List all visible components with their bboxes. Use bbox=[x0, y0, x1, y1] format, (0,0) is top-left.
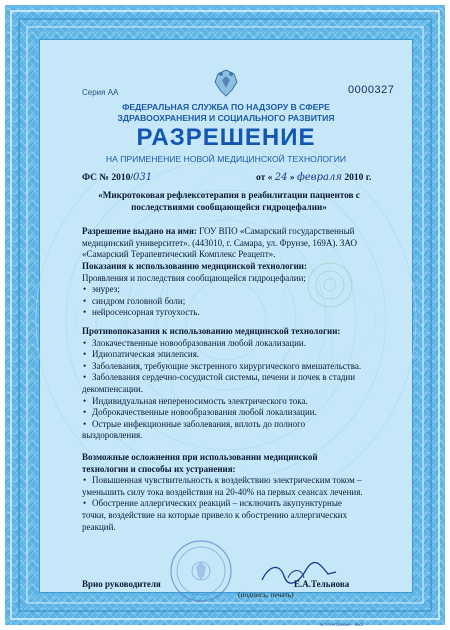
indications-section bbox=[82, 261, 382, 319]
complication-item-cont: уменьшить силу тока воздействия на 20-40% на первых сеансах лечения. bbox=[82, 486, 363, 497]
technology-name-line-2: последствиями сообщающейся гидроцефалии» bbox=[131, 201, 327, 212]
signatory-title: Врио руководителя bbox=[82, 579, 161, 589]
series-label: Серия АА bbox=[82, 88, 119, 97]
contraindication-item: • Индивидуальная непереносимость электрического тока. bbox=[82, 396, 382, 408]
contraindications-heading: Противопоказания к использованию медицинской технологии: bbox=[82, 326, 341, 336]
contraindication-item: • Заболевания, требующие экстренного хирургического вмешательства. bbox=[82, 361, 382, 373]
permit-number bbox=[82, 172, 152, 183]
official-seal bbox=[168, 538, 234, 604]
date-year: 2010 г. bbox=[344, 173, 372, 183]
document-subtitle: НА ПРИМЕНЕНИЕ НОВОЙ МЕДИЦИНСКОЙ ТЕХНОЛОГИИ bbox=[105, 154, 347, 164]
issued-label: Разрешение выдано на имя: bbox=[82, 226, 197, 236]
permit-body bbox=[39, 39, 413, 627]
signatory-name: Е.А.Тельнова bbox=[294, 579, 350, 589]
date-mid: » bbox=[289, 173, 295, 183]
issued-to bbox=[82, 226, 382, 261]
permit-document bbox=[5, 5, 445, 625]
document-number: 0000327 bbox=[348, 84, 395, 96]
date-prefix: от « bbox=[256, 173, 273, 183]
indication-item: • синдром головной боли; bbox=[82, 296, 382, 308]
contraindication-item: • Идиопатическая эпилепсия. bbox=[82, 349, 382, 361]
permit-date bbox=[256, 172, 371, 183]
complication-item: • Обострение аллергических реакций – исключить акупунктурные bbox=[82, 498, 382, 510]
indications-intro: Проявления и последствия сообщающейся гидроцефалии; bbox=[82, 272, 306, 283]
permit-number-handwritten: 031 bbox=[132, 172, 153, 183]
complication-item-cont: точки, воздействие на которые привело к обострению аллергических bbox=[82, 509, 348, 520]
indication-item: • энурез; bbox=[82, 284, 382, 296]
contraindication-item-cont: выздоровления. bbox=[82, 430, 143, 441]
complications-heading-1: Возможные осложнения при использовании медицинской bbox=[82, 452, 318, 462]
complications-heading-2: технологии и способы их устранения: bbox=[82, 463, 236, 474]
print-info: ФГУП «ГОЗНАК» · 2007 bbox=[320, 622, 364, 627]
contraindications-section bbox=[82, 326, 382, 442]
date-month: февраля bbox=[297, 172, 342, 183]
agency-line-2: ЗДРАВООХРАНЕНИЯ И СОЦИАЛЬНОГО РАЗВИТИЯ bbox=[117, 113, 335, 123]
contraindication-item-cont: декомпенсации. bbox=[82, 383, 143, 394]
signature-caption: (подпись, печать) bbox=[238, 590, 294, 599]
contraindication-item: • Доброкачественные новообразования любой локализации. bbox=[82, 407, 382, 419]
contraindication-item: • Заболевания сердечно-сосудистой системы, печени и почек в стадии bbox=[82, 372, 382, 384]
permit-number-prefix: ФС № 2010/ bbox=[82, 173, 133, 183]
contraindication-item: • Злокачественные новообразования любой локализации. bbox=[82, 338, 382, 350]
indications-heading: Показания к использованию медицинской технологии: bbox=[82, 261, 307, 271]
contraindication-item: • Острые инфекционные заболевания, вплоть до полного bbox=[82, 419, 382, 431]
complication-item-cont: реакций. bbox=[82, 521, 116, 532]
technology-name-line-1: «Микротоковая рефлексотерапия в реабилитации пациентов с bbox=[98, 190, 360, 200]
issued-line-2: медицинский университет». (443010, г. Самара, ул. Фрунзе, 169А). ЗАО bbox=[82, 237, 357, 248]
complications-section bbox=[82, 452, 382, 533]
coat-of-arms-icon bbox=[212, 68, 240, 98]
issued-line-3: «Самарский Терапевтический Комплекс Реацепт». bbox=[82, 249, 276, 259]
date-day: 24 bbox=[274, 172, 288, 183]
complication-item: • Повышенная чувствительность к воздействию электрическим током – bbox=[82, 475, 382, 487]
document-title: РАЗРЕШЕНИЕ bbox=[136, 124, 316, 151]
issued-line-1: ГОУ ВПО «Самарский государственный bbox=[196, 226, 355, 236]
indication-item: • нейросенсорная тугоухость. bbox=[82, 307, 382, 319]
agency-line-1: ФЕДЕРАЛЬНАЯ СЛУЖБА ПО НАДЗОРУ В СФЕРЕ bbox=[122, 102, 330, 112]
